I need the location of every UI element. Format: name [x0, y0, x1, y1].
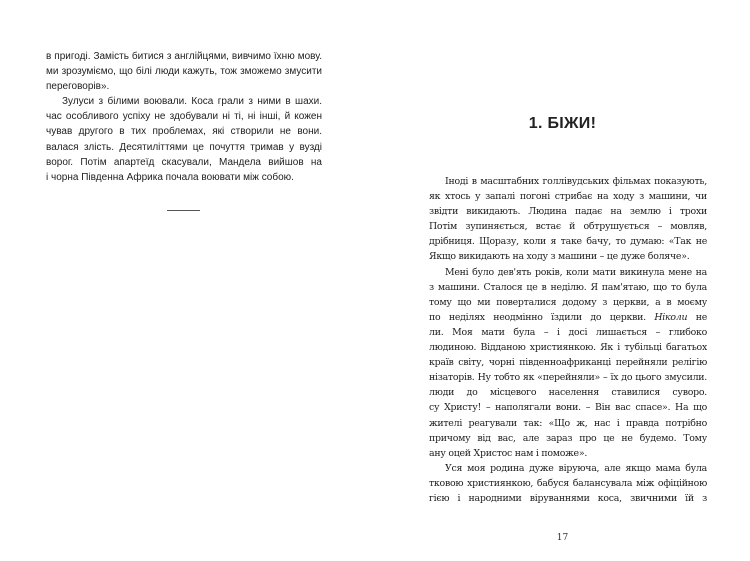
text-line-content: як хтось у запалі погоні стрибає на ходу з машини, чи — [429, 191, 707, 203]
text-line — [429, 461, 707, 476]
text-line-content: Зулуси з білими воювали. Коса грали з ними в шахи. — [62, 96, 322, 108]
text-line-content: країв світу, чорні південноафриканці перейняли релігію — [429, 357, 707, 369]
text-line — [46, 94, 322, 109]
page-number: 17 — [556, 533, 569, 543]
section-divider — [167, 210, 200, 211]
text-line-content: ми зрозуміємо, що білі люди кажуть, тож зможемо змусити — [46, 66, 322, 78]
text-line-content: по неділях неодмінно їздили до церкви. — [429, 311, 655, 323]
text-line — [429, 431, 707, 446]
text-line-content: ворог. Потім апартеїд скасували, Мандела вийшов на — [46, 156, 322, 168]
text-line-content: чував другого в тих проблемах, які створили не вони. — [46, 126, 322, 138]
text-line — [429, 325, 707, 340]
text-line-content: Мені було дев'ять років, коли мати викинула мене на — [445, 266, 707, 278]
right-page — [375, 0, 750, 561]
left-page-text — [46, 49, 322, 185]
text-line — [46, 124, 322, 139]
text-line — [429, 189, 707, 204]
text-line — [429, 249, 707, 264]
text-line — [429, 265, 707, 280]
right-page-text — [429, 174, 707, 506]
text-line-content: і чорна Південна Африка почала воювати між собою. — [46, 171, 294, 183]
text-line-content: су Христу! – наполягали вони. – Він вас спасе». На що — [429, 402, 707, 414]
text-line-content: в пригоді. Замість битися з англійцями, вивчимо їхню мову. — [46, 51, 322, 62]
text-line — [46, 109, 322, 124]
text-line — [429, 295, 707, 310]
text-line-content: нізаторів. Ну тобто як «перейняли» – їх до цього змусили. — [429, 372, 707, 384]
chapter-title: 1. БІЖИ! — [528, 115, 597, 132]
text-line-content: Іноді в масштабних голлівудських фільмах показують, — [445, 176, 707, 187]
text-line-content: переговорів». — [46, 81, 110, 93]
text-line-content: тому що ми поверталися додому з церкви, а в моєму — [429, 296, 707, 308]
text-line — [429, 416, 707, 431]
text-line — [429, 446, 707, 461]
text-line — [429, 219, 707, 234]
text-line — [46, 79, 322, 94]
text-line-content: жителі реагували так: «Що ж, нас і правда потрібно — [429, 417, 707, 429]
text-line — [429, 385, 707, 400]
text-line — [429, 174, 707, 189]
text-line-content: звідти викидають. Людина падає на землю і трохи — [429, 206, 707, 218]
text-line — [429, 476, 707, 491]
text-line-content: людиною. Відданою християнкою. Як і тубільці багатьох — [429, 342, 707, 354]
text-line — [46, 170, 322, 185]
italic-emphasis: Ніколи — [654, 311, 688, 323]
text-line — [429, 355, 707, 370]
text-line — [429, 370, 707, 385]
text-line — [46, 140, 322, 155]
text-line-content: Потім зупиняється, встає й обтрушується – мовляв, — [429, 221, 707, 233]
text-line-content: ану оцей Христос нам і поможе». — [429, 447, 588, 459]
text-line — [46, 155, 322, 170]
text-line-content: валася злість. Десятиліттями це почуття тримав у вузді — [46, 141, 322, 153]
text-line-content: час особливого успіху не здобували ні ті, ні інші, й кожен — [46, 111, 322, 123]
text-line — [429, 310, 707, 325]
text-line-content: причому від вас, але зараз про це не будемо. Тому — [429, 432, 707, 444]
text-line-continuation: не — [695, 311, 707, 323]
text-line — [429, 400, 707, 415]
text-line-content: ли. Моя мати була – і досі лишається – глибоко — [429, 326, 707, 338]
text-line-content: люди до місцевого населення ставилися суворо. — [429, 387, 707, 399]
text-line-content: Уся моя родина дуже віруюча, але якщо мама була — [445, 462, 707, 474]
text-line-content: з машини. Сталося це в неділю. Я пам'ятаю, що то була — [429, 281, 707, 293]
text-line — [429, 204, 707, 219]
text-line — [46, 49, 322, 64]
text-line — [429, 491, 707, 506]
text-line — [429, 234, 707, 249]
text-line — [46, 64, 322, 79]
text-line — [429, 340, 707, 355]
text-line-content: гією і народними віруваннями коса, звичними їй з — [429, 492, 707, 504]
text-line-content: Якщо викидають на ходу з машини – це дуже боляче». — [429, 251, 690, 263]
text-line-content: дрібниця. Щоразу, коли я таке бачу, то думаю: «Так не — [429, 236, 707, 248]
text-line — [429, 280, 707, 295]
text-line-content: тковою християнкою, бабуся балансувала між офіційною — [429, 477, 707, 489]
